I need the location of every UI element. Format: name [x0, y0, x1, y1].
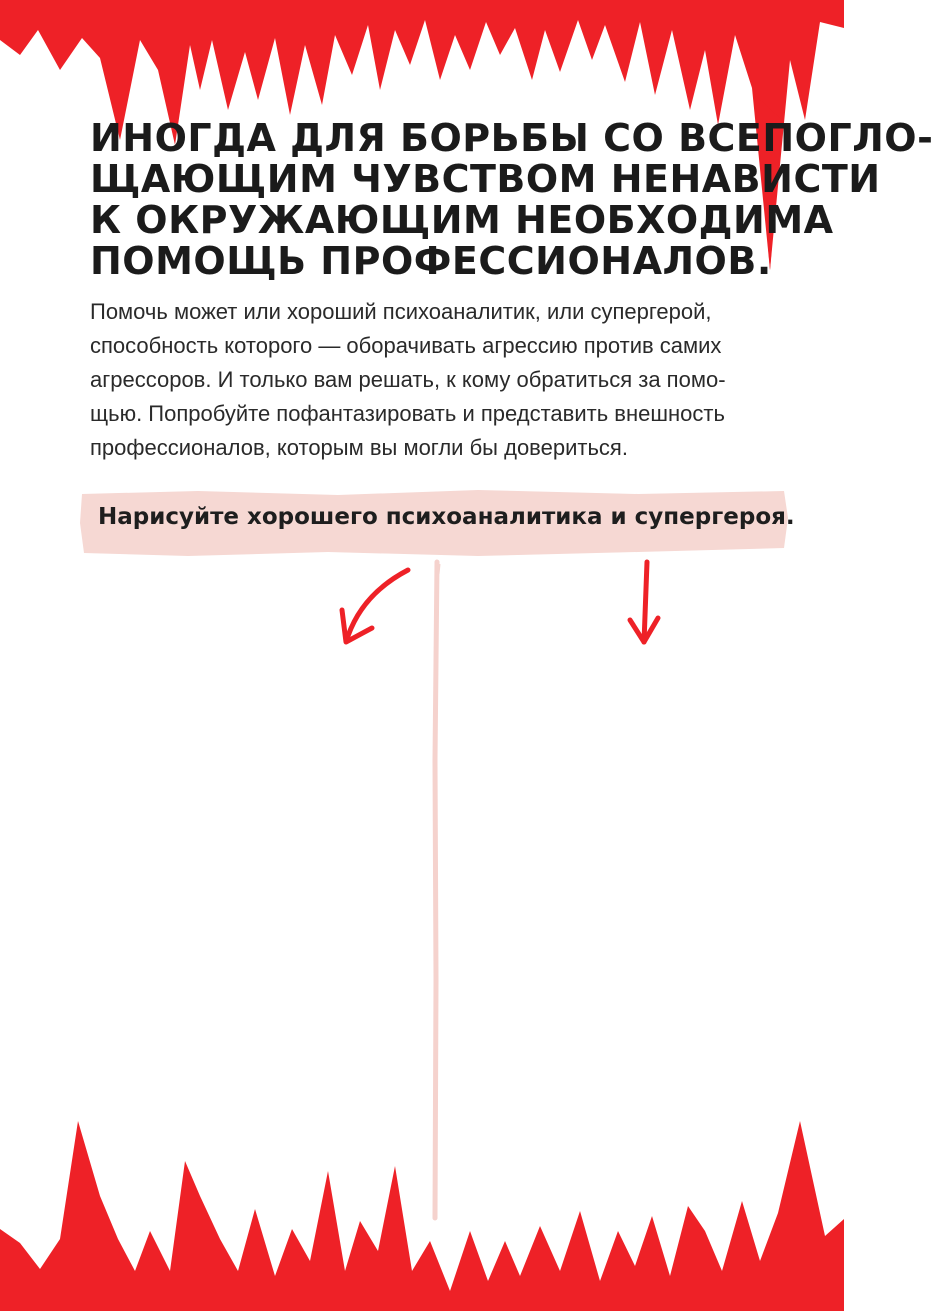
body-line: профессионалов, которым вы могли бы довериться. [90, 435, 628, 460]
heading-line: К ОКРУЖАЮЩИМ НЕОБХОДИМА [90, 198, 834, 242]
page-heading [90, 116, 933, 283]
task-banner [78, 488, 795, 560]
body-line: щью. Попробуйте пофантазировать и представить внешность [90, 401, 725, 426]
drawing-area-psychoanalyst[interactable] [20, 660, 420, 1130]
body-line: Помочь может или хороший психоаналитик, или супергерой, [90, 299, 712, 324]
heading-line: ПОМОЩЬ ПРОФЕССИОНАЛОВ. [90, 239, 772, 283]
straight-arrow-down-icon [620, 556, 670, 652]
task-instruction: Нарисуйте хорошего психоаналитика и супергероя. [98, 504, 795, 530]
drawing-area-superhero[interactable] [450, 660, 830, 1130]
body-paragraph [90, 295, 790, 465]
body-line: агрессоров. И только вам решать, к кому обратиться за помо- [90, 367, 726, 392]
heading-line: ИНОГДА ДЛЯ БОРЬБЫ СО ВСЕПОГЛО- [90, 116, 933, 160]
curved-arrow-left-icon [330, 562, 420, 652]
heading-line: ЩАЮЩИМ ЧУВСТВОМ НЕНАВИСТИ [90, 157, 881, 201]
bottom-teeth-border [0, 1121, 844, 1311]
body-line: способность которого — оборачивать агрессию против самих [90, 333, 722, 358]
